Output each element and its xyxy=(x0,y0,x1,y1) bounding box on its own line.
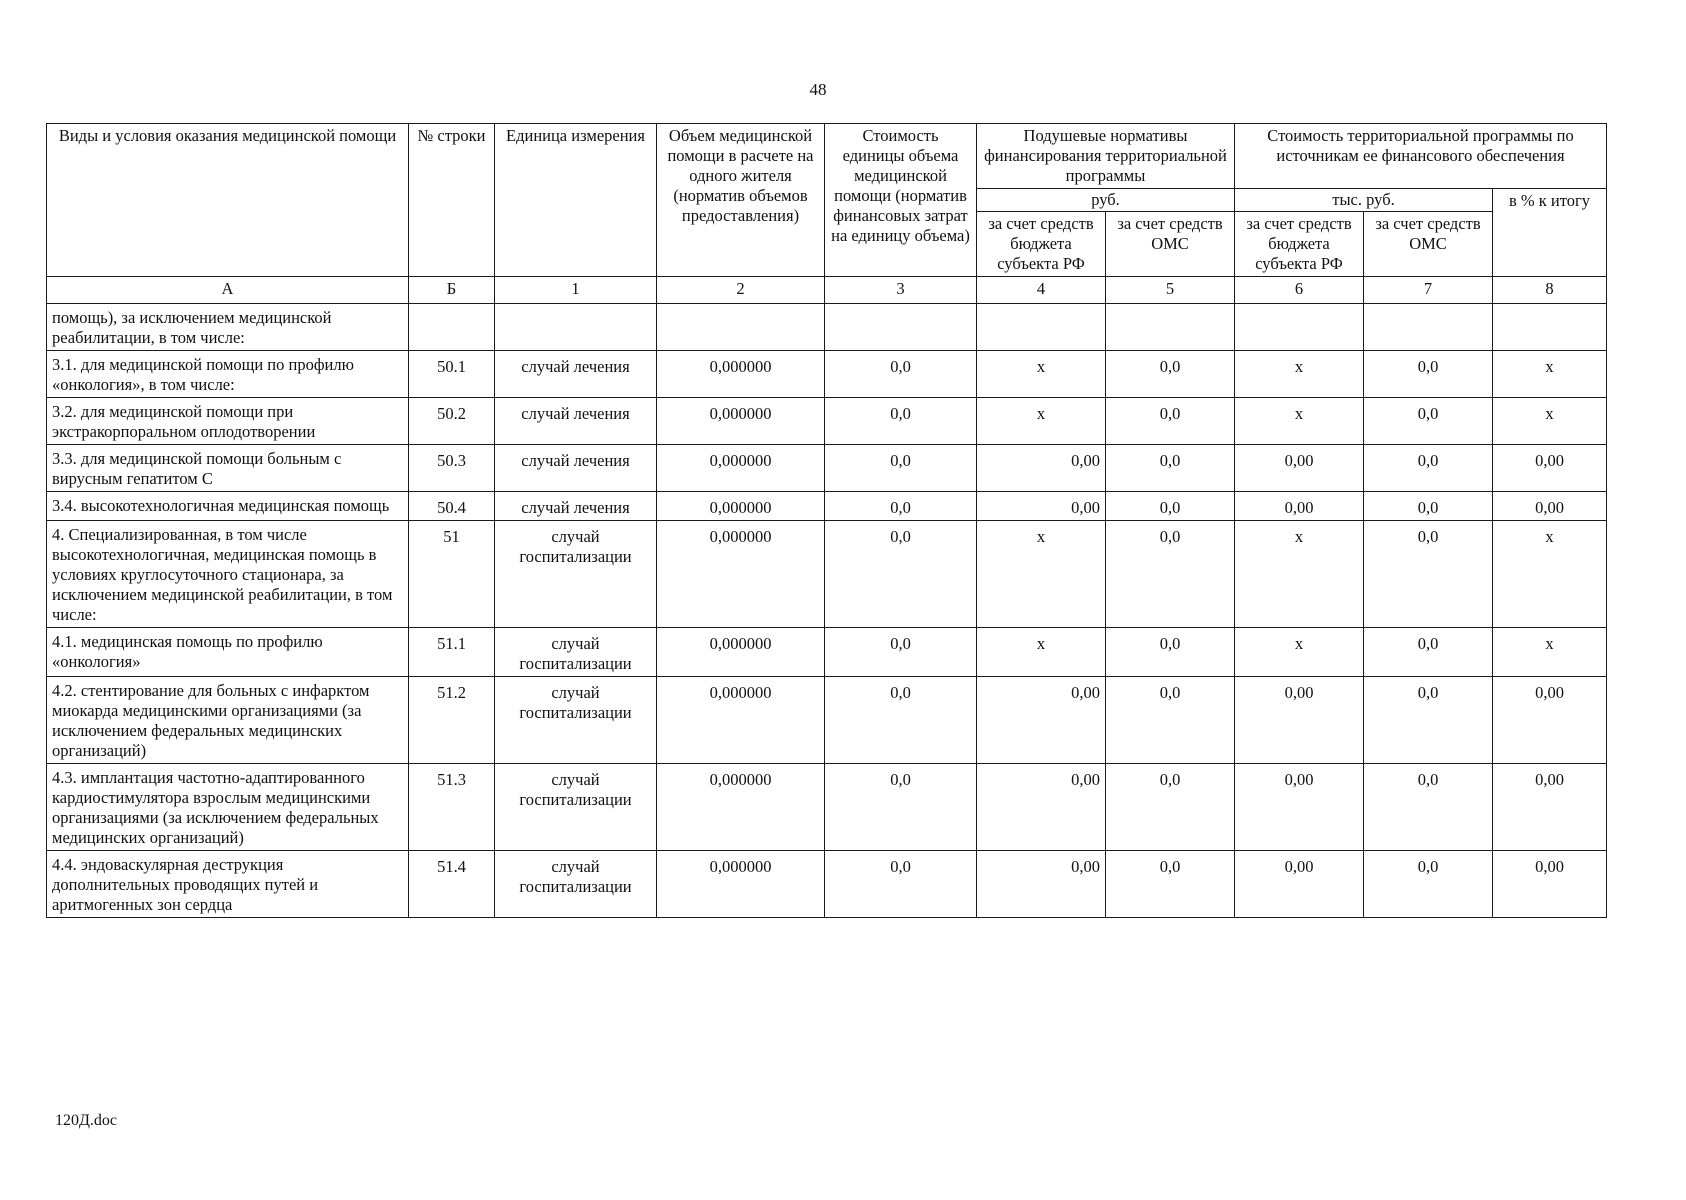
row-percent: х xyxy=(1493,521,1607,628)
table-row xyxy=(47,492,1607,521)
row-number: 50.2 xyxy=(409,398,495,445)
row-oms-thousand: 0,0 xyxy=(1364,398,1493,445)
row-budget-thousand: 0,00 xyxy=(1235,492,1364,521)
table-row xyxy=(47,764,1607,851)
col-index: 7 xyxy=(1364,277,1493,304)
row-budget-rub: 0,00 xyxy=(977,677,1106,764)
row-percent: 0,00 xyxy=(1493,851,1607,918)
row-oms-thousand: 0,0 xyxy=(1364,851,1493,918)
row-volume: 0,000000 xyxy=(657,492,825,521)
row-name: 4.1. медицинская помощь по профилю «онкология» xyxy=(47,628,409,677)
col-header-oms-rub: за счет средств ОМС xyxy=(1106,212,1235,277)
row-oms-rub xyxy=(1106,304,1235,351)
row-budget-rub: 0,00 xyxy=(977,492,1106,521)
row-unit: случай госпитализации xyxy=(495,677,657,764)
col-header-row-number: № строки xyxy=(409,124,495,277)
row-volume: 0,000000 xyxy=(657,351,825,398)
row-oms-rub: 0,0 xyxy=(1106,521,1235,628)
row-volume: 0,000000 xyxy=(657,677,825,764)
col-index: 4 xyxy=(977,277,1106,304)
table-row xyxy=(47,445,1607,492)
row-percent xyxy=(1493,304,1607,351)
col-header-budget-rub: за счет средств бюджета субъекта РФ xyxy=(977,212,1106,277)
row-budget-thousand: х xyxy=(1235,351,1364,398)
row-unit: случай госпитализации xyxy=(495,764,657,851)
row-unit-cost: 0,0 xyxy=(825,492,977,521)
row-volume xyxy=(657,304,825,351)
row-budget-thousand: 0,00 xyxy=(1235,677,1364,764)
row-oms-thousand: 0,0 xyxy=(1364,492,1493,521)
row-unit: случай лечения xyxy=(495,351,657,398)
col-index: 3 xyxy=(825,277,977,304)
row-budget-rub: х xyxy=(977,398,1106,445)
row-oms-rub: 0,0 xyxy=(1106,628,1235,677)
row-unit: случай госпитализации xyxy=(495,851,657,918)
row-unit-cost: 0,0 xyxy=(825,445,977,492)
row-name: 4.3. имплантация частотно-адаптированного кардиостимулятора взрослым медицинскими организациями (за исключением федеральных медицинских организаций) xyxy=(47,764,409,851)
row-number: 51.3 xyxy=(409,764,495,851)
row-unit-cost: 0,0 xyxy=(825,351,977,398)
row-unit: случай госпитализации xyxy=(495,628,657,677)
row-percent: х xyxy=(1493,398,1607,445)
table-row xyxy=(47,677,1607,764)
row-oms-rub: 0,0 xyxy=(1106,492,1235,521)
col-header-volume: Объем медицинской помощи в расчете на одного жителя (норматив объемов предоставления) xyxy=(657,124,825,277)
row-budget-rub: 0,00 xyxy=(977,445,1106,492)
row-name: 4.4. эндоваскулярная деструкция дополнительных проводящих путей и аритмогенных зон сердца xyxy=(47,851,409,918)
col-index: А xyxy=(47,277,409,304)
row-volume: 0,000000 xyxy=(657,851,825,918)
row-oms-rub: 0,0 xyxy=(1106,764,1235,851)
row-oms-rub: 0,0 xyxy=(1106,677,1235,764)
row-budget-thousand: х xyxy=(1235,628,1364,677)
row-unit-cost: 0,0 xyxy=(825,521,977,628)
row-budget-rub: 0,00 xyxy=(977,851,1106,918)
column-index-row xyxy=(47,277,1607,304)
row-unit xyxy=(495,304,657,351)
row-oms-thousand xyxy=(1364,304,1493,351)
row-number: 50.3 xyxy=(409,445,495,492)
row-name: 4.2. стентирование для больных с инфарктом миокарда медицинскими организациями (за исключением федеральных медицинских организаций) xyxy=(47,677,409,764)
row-percent: х xyxy=(1493,351,1607,398)
col-header-percent: в % к итогу xyxy=(1493,189,1607,277)
page-number: 48 xyxy=(809,80,827,99)
row-percent: 0,00 xyxy=(1493,764,1607,851)
col-index: 6 xyxy=(1235,277,1364,304)
row-budget-rub: х xyxy=(977,351,1106,398)
row-budget-thousand: 0,00 xyxy=(1235,851,1364,918)
row-budget-thousand: х xyxy=(1235,398,1364,445)
row-unit: случай лечения xyxy=(495,445,657,492)
row-oms-rub: 0,0 xyxy=(1106,351,1235,398)
row-oms-thousand: 0,0 xyxy=(1364,445,1493,492)
row-budget-thousand xyxy=(1235,304,1364,351)
row-oms-rub: 0,0 xyxy=(1106,398,1235,445)
row-oms-thousand: 0,0 xyxy=(1364,628,1493,677)
row-volume: 0,000000 xyxy=(657,521,825,628)
row-unit-cost: 0,0 xyxy=(825,677,977,764)
row-unit: случай лечения xyxy=(495,398,657,445)
group-header-program-cost: Стоимость территориальной программы по источникам ее финансового обеспечения xyxy=(1235,124,1607,189)
row-name: 3.4. высокотехнологичная медицинская помощь xyxy=(47,492,409,521)
row-name: 3.3. для медицинской помощи больным с вирусным гепатитом С xyxy=(47,445,409,492)
row-budget-thousand: х xyxy=(1235,521,1364,628)
table-row xyxy=(47,521,1607,628)
row-name: 3.1. для медицинской помощи по профилю «онкология», в том числе: xyxy=(47,351,409,398)
table-row xyxy=(47,351,1607,398)
table-row xyxy=(47,304,1607,351)
row-oms-thousand: 0,0 xyxy=(1364,764,1493,851)
col-header-kind: Виды и условия оказания медицинской помощи xyxy=(47,124,409,277)
row-unit-cost: 0,0 xyxy=(825,851,977,918)
row-unit: случай лечения xyxy=(495,492,657,521)
row-volume: 0,000000 xyxy=(657,764,825,851)
row-unit-cost: 0,0 xyxy=(825,398,977,445)
row-number: 51.4 xyxy=(409,851,495,918)
row-volume: 0,000000 xyxy=(657,398,825,445)
row-oms-thousand: 0,0 xyxy=(1364,521,1493,628)
row-name: 4. Специализированная, в том числе высокотехнологичная, медицинская помощь в условиях круглосуточного стационара, за исключением медицинской реабилитации, в том числе: xyxy=(47,521,409,628)
row-unit: случай госпитализации xyxy=(495,521,657,628)
row-name: 3.2. для медицинской помощи при экстракорпоральном оплодотворении xyxy=(47,398,409,445)
row-oms-rub: 0,0 xyxy=(1106,851,1235,918)
row-volume: 0,000000 xyxy=(657,628,825,677)
row-unit-cost xyxy=(825,304,977,351)
col-index: 2 xyxy=(657,277,825,304)
col-index: Б xyxy=(409,277,495,304)
row-name: помощь), за исключением медицинской реабилитации, в том числе: xyxy=(47,304,409,351)
row-budget-rub: х xyxy=(977,521,1106,628)
subheader-rub: руб. xyxy=(977,189,1235,212)
row-number xyxy=(409,304,495,351)
col-header-unit: Единица измерения xyxy=(495,124,657,277)
col-index: 8 xyxy=(1493,277,1607,304)
col-header-oms-thousand: за счет средств ОМС xyxy=(1364,212,1493,277)
row-budget-rub: 0,00 xyxy=(977,764,1106,851)
group-header-per-capita: Подушевые нормативы финансирования территориальной программы xyxy=(977,124,1235,189)
row-percent: 0,00 xyxy=(1493,492,1607,521)
col-header-unit-cost: Стоимость единицы объема медицинской помощи (норматив финансовых затрат на единицу объема) xyxy=(825,124,977,277)
financing-table xyxy=(46,123,1607,918)
row-percent: 0,00 xyxy=(1493,445,1607,492)
footer-filename: 120Д.doc xyxy=(55,1112,118,1129)
row-unit-cost: 0,0 xyxy=(825,764,977,851)
row-unit-cost: 0,0 xyxy=(825,628,977,677)
row-percent: 0,00 xyxy=(1493,677,1607,764)
row-budget-rub xyxy=(977,304,1106,351)
table-row xyxy=(47,628,1607,677)
row-budget-rub: х xyxy=(977,628,1106,677)
col-header-budget-thousand: за счет средств бюджета субъекта РФ xyxy=(1235,212,1364,277)
row-number: 51 xyxy=(409,521,495,628)
row-number: 51.2 xyxy=(409,677,495,764)
col-index: 1 xyxy=(495,277,657,304)
row-oms-thousand: 0,0 xyxy=(1364,677,1493,764)
row-number: 50.1 xyxy=(409,351,495,398)
row-number: 51.1 xyxy=(409,628,495,677)
table-row xyxy=(47,851,1607,918)
table-row xyxy=(47,398,1607,445)
row-oms-rub: 0,0 xyxy=(1106,445,1235,492)
row-budget-thousand: 0,00 xyxy=(1235,445,1364,492)
row-percent: х xyxy=(1493,628,1607,677)
row-number: 50.4 xyxy=(409,492,495,521)
row-budget-thousand: 0,00 xyxy=(1235,764,1364,851)
col-index: 5 xyxy=(1106,277,1235,304)
row-volume: 0,000000 xyxy=(657,445,825,492)
row-oms-thousand: 0,0 xyxy=(1364,351,1493,398)
subheader-thousand-rub: тыс. руб. xyxy=(1235,189,1493,212)
